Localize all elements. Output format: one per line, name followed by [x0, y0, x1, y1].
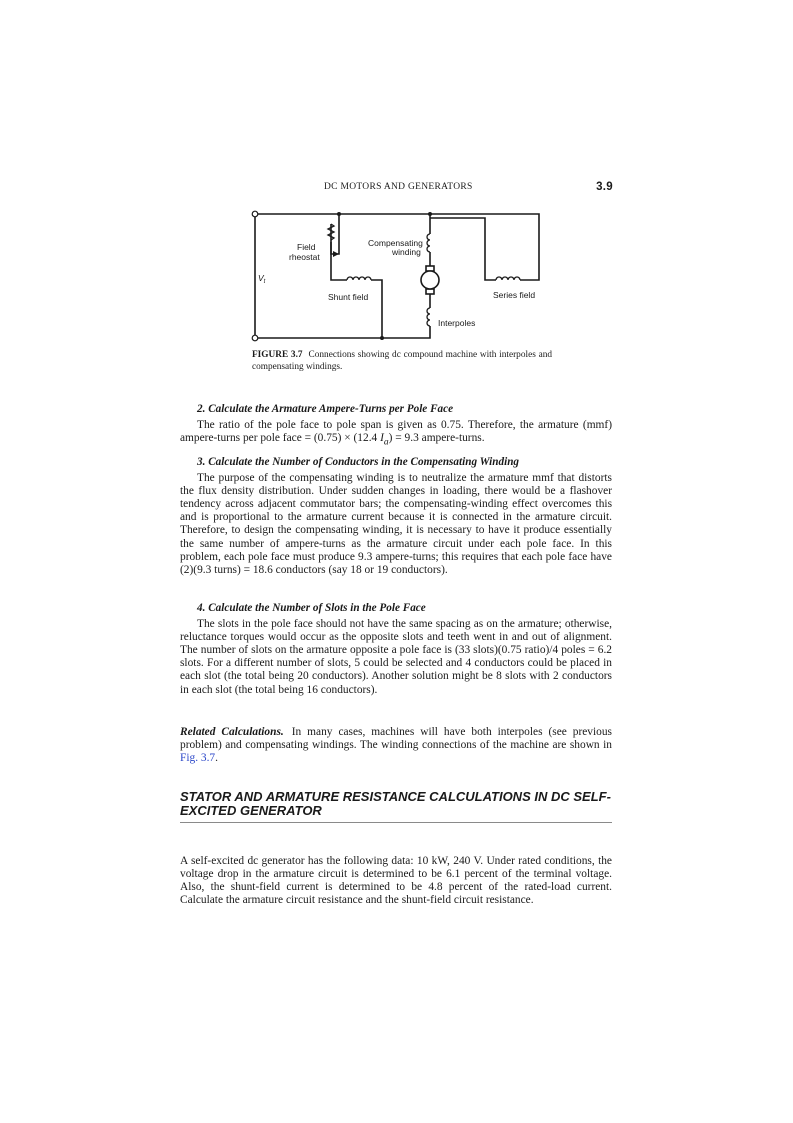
step-4-heading: 4. Calculate the Number of Slots in the Pole Face	[197, 602, 426, 614]
label-winding: winding	[392, 247, 421, 257]
circuit-diagram	[245, 204, 550, 349]
label-interpoles: Interpoles	[438, 318, 476, 328]
label-vt: $V_t$	[258, 273, 266, 285]
caption-text: Connections showing dc compound machine with interpoles and compensating windings.	[252, 350, 552, 372]
figure-3-7-circuit	[245, 204, 550, 349]
related-end: .	[215, 752, 218, 765]
related-lead: Related Calculations.	[180, 726, 284, 738]
label-series-field: Series field	[493, 290, 536, 300]
section-heading: STATOR AND ARMATURE RESISTANCE CALCULATIONS IN DC SELF-EXCITED GENERATOR	[180, 790, 612, 823]
step-3-heading: 3. Calculate the Number of Conductors in the Compensating Winding	[197, 456, 520, 468]
related-text: In many cases, machines will have both interpoles (see previous problem) and compensating windings. The winding connections of the machine are shown in	[180, 726, 612, 752]
step-2-heading: 2. Calculate the Armature Ampere-Turns per Pole Face	[197, 403, 454, 415]
page-number: 3.9	[596, 181, 613, 193]
step-3-section	[180, 456, 612, 577]
step-3-body: The purpose of the compensating winding is to neutralize the armature mmf that distorts the flux density distribution. Under sudden changes in loading, there would be a flashover tendency across adjacent commutator bars; the compensating-winding effect overcomes this and is proportional to the armature current because it is connected in the armature circuit. Therefore, to design the compensating winding, it is necessary to have it produce essentially the same number of ampere-turns as the armature circuit under each pole face. In this problem, each pole face must produce 9.3 ampere-turns; this requires that each pole face have (2)(9.3 turns) = 18.6 conductors (say 18 or 19 conductors).	[180, 472, 612, 576]
step-4-section	[180, 602, 612, 697]
related-calculations	[180, 726, 612, 765]
step-2-section	[180, 403, 612, 450]
label-compensating: Compensating	[368, 238, 423, 248]
running-title: DC MOTORS AND GENERATORS	[324, 182, 473, 192]
step-2-body: The ratio of the pole face to pole span is given as 0.75. Therefore, the armature (mmf) ampere-turns per pole face = (0.75) × (12.4 $I_a) = 9.3$ ampere-turns.	[180, 419, 612, 448]
figure-caption	[252, 350, 552, 373]
problem-statement: A self-excited dc generator has the following data: 10 kW, 240 V. Under rated conditions, the voltage drop in the armature circuit is determined to be 6.1 percent of the terminal voltage. Also, the shunt-field current is determined to be 4.8 percent of the rated-load current. Calculate the armature circuit resistance and the shunt-field circuit resistance.	[180, 855, 612, 907]
label-shunt-field: Shunt field	[328, 292, 369, 302]
label-rheostat: rheostat	[289, 252, 320, 262]
step-4-body: The slots in the pole face should not have the same spacing as on the armature; otherwise, reluctance torques would occur as the opposite slots and teeth went in and out of alignment. The number of slots on the armature opposite a pole face is (33 slots)(0.75 ratio)/4 poles = 6.2 slots. For a different number of slots, 5 could be selected and 4 conductors could be placed in each slot (the total being 20 conductors). Another solution might be 8 slots with 2 conductors in each slot (the total being 16 conductors).	[180, 618, 612, 696]
label-field: Field	[297, 242, 316, 252]
caption-label: FIGURE 3.7	[252, 350, 303, 360]
figure-link[interactable]: Fig. 3.7	[180, 752, 216, 765]
